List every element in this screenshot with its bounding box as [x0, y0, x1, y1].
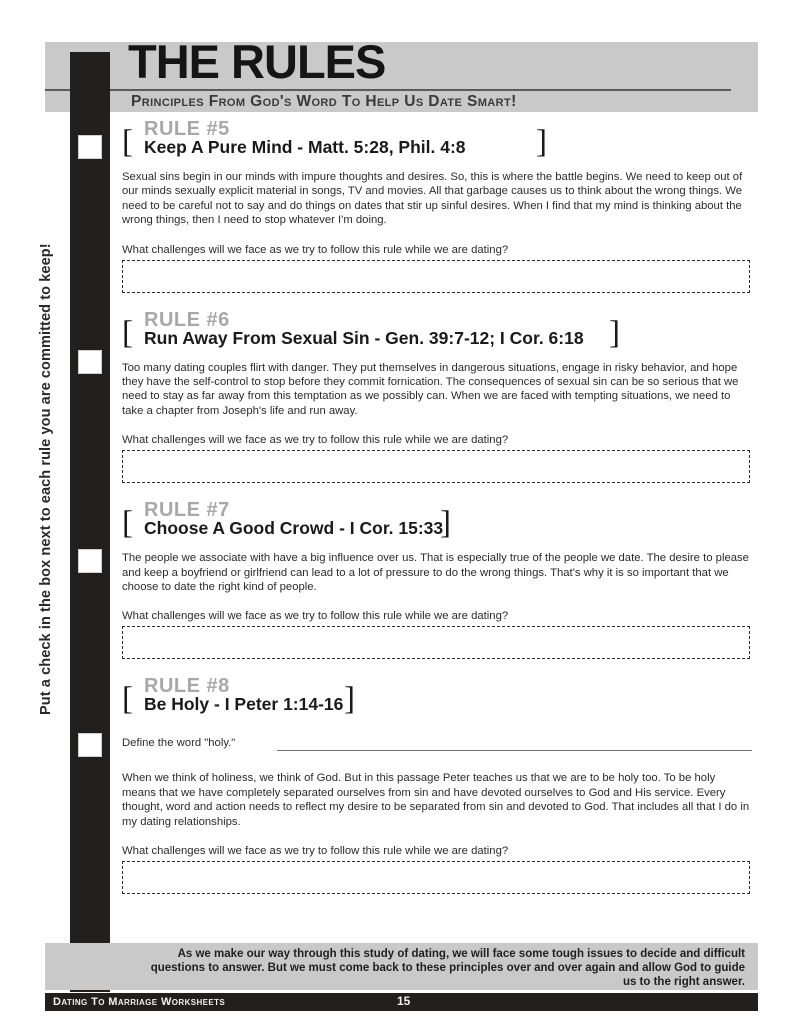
rule-answer-box-8[interactable]: [122, 861, 750, 894]
footer-bar: [45, 993, 758, 1011]
rule-body-7: The people we associate with have a big influence over us. That is especially true of the people we date. The desire to please and keep a boyfriend or girlfriend can lead to a lot of pressure to do the wrong things. That's why it is so important that we choose to date the right kind of people.: [122, 552, 749, 594]
rule-answer-box-7[interactable]: [122, 626, 750, 659]
rule-question-5: What challenges will we face as we try to follow this rule while we are dating?: [122, 243, 509, 256]
rule-body-6: Too many dating couples flirt with danger. They put themselves in dangerous situations, engage in risky behavior, and hope they have the self-control to stop before they commit fornication. The consequences of sexual sin can be so serious that we need to stay as far away from this temptation as we possibly can. When we are faced with tempting situations, we need to take a chapter from Joseph's life and run away.: [122, 361, 739, 417]
rule-block-7: [122, 499, 758, 659]
bracket-close-icon: ]: [344, 681, 355, 718]
rule-title-8: Be Holy - I Peter 1:14-16: [144, 694, 344, 715]
rule-title-7: Choose A Good Crowd - I Cor. 15:33: [144, 518, 444, 539]
rule-checkbox-7[interactable]: [78, 549, 102, 573]
rule-answer-box-5[interactable]: [122, 260, 750, 293]
rule-number-7: RULE #7: [144, 499, 230, 522]
rule-header-5: [122, 118, 758, 162]
summary-band: [45, 943, 758, 990]
rule-answer-box-6[interactable]: [122, 450, 750, 483]
rules-content-column: [122, 118, 758, 894]
sidebar-instruction-text: Put a check in the box next to each rule you are committed to keep!: [38, 243, 54, 715]
rule-number-6: RULE #6: [144, 308, 230, 331]
rule-header-8: [122, 675, 758, 719]
summary-text: As we make our way through this study of dating, we will face some tough issues to decide and difficult questions to answer. But we must come back to these principles over and over again and allow God to guide us to the right answer.: [150, 948, 745, 988]
rule-checkbox-6[interactable]: [78, 350, 102, 374]
rule-number-8: RULE #8: [144, 675, 230, 698]
footer-page-number: 15: [397, 994, 411, 1008]
rule-header-7: [122, 499, 758, 543]
bracket-open-icon: [: [122, 681, 133, 718]
rule-checkbox-5[interactable]: [78, 135, 102, 159]
rule-title-5: Keep A Pure Mind - Matt. 5:28, Phil. 4:8: [144, 137, 466, 157]
bracket-open-icon: [: [122, 505, 133, 542]
header-band: [45, 35, 758, 112]
section-gap: [122, 483, 758, 499]
define-holy-row: [122, 737, 758, 757]
bracket-close-icon: ]: [440, 505, 451, 542]
rule-number-5: RULE #5: [144, 118, 230, 140]
section-gap: [122, 293, 758, 309]
bracket-close-icon: ]: [609, 314, 620, 351]
bracket-open-icon: [: [122, 124, 133, 160]
rule-body-5: Sexual sins begin in our minds with impure thoughts and desires. So, this is where the battle begins. We need to keep out of our minds sexually explicit material in songs, TV and movies. All that garbage causes us to think about the wrong things. We need to be careful not to say and do things on dates that stir up sinful desires. When I find that my mind is thinking about the wrong things, then I need to stop whatever I'm doing.: [122, 171, 743, 227]
rule-body-8: When we think of holiness, we think of God. But in this passage Peter teaches us that we are to be holy too. To be holy means that we have completely separated ourselves from sin and have devoted ourselves to God and His service. Every thought, word and action needs to reflect my desire to be separated from sin and devoted to God. That includes all that I do in my dating relationships.: [122, 772, 750, 828]
footer-title: Dating To Marriage Worksheets: [53, 996, 226, 1008]
checkbox-sidebar-bar: [70, 52, 110, 992]
section-gap: [122, 659, 758, 675]
rule-question-7: What challenges will we face as we try to follow this rule while we are dating?: [122, 610, 509, 623]
rule-block-5: [122, 118, 758, 293]
page-title: THE RULES: [128, 35, 386, 88]
bracket-open-icon: [: [122, 314, 133, 351]
rule-block-8: [122, 675, 758, 894]
rule-block-6: [122, 309, 758, 484]
rule-checkbox-8[interactable]: [78, 733, 102, 757]
bracket-close-icon: ]: [536, 124, 547, 160]
rule-question-6: What challenges will we face as we try to follow this rule while we are dating?: [122, 434, 509, 447]
page-subtitle: Principles From God's Word To Help Us Date Smart!: [131, 93, 517, 110]
rule-title-6: Run Away From Sexual Sin - Gen. 39:7-12; I Cor. 6:18: [144, 327, 584, 348]
define-holy-input[interactable]: [277, 750, 752, 751]
rule-header-6: [122, 309, 758, 353]
rule-question-8: What challenges will we face as we try to follow this rule while we are dating?: [122, 845, 509, 858]
define-holy-label: Define the word "holy.": [122, 737, 236, 750]
